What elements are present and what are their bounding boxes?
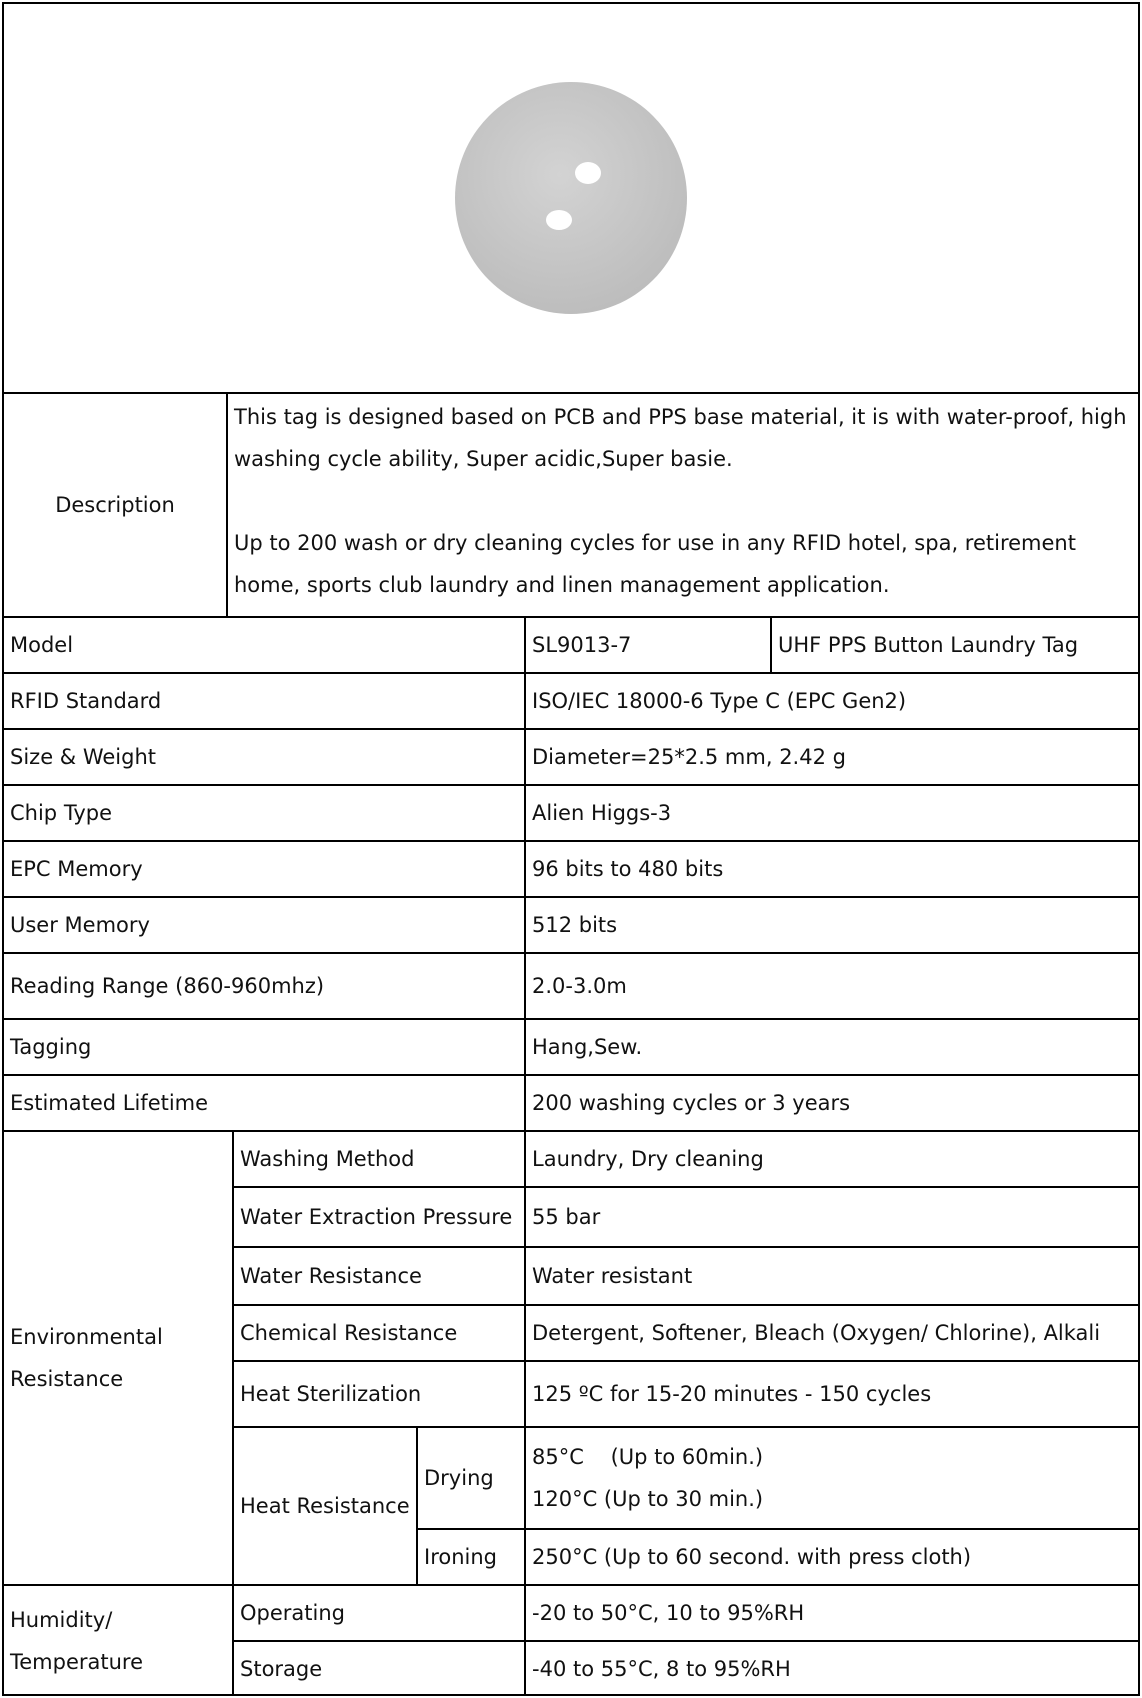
description-label: Description <box>55 493 175 517</box>
env-label-text: Heat Sterilization <box>240 1382 422 1406</box>
spec-value-text: 200 washing cycles or 3 years <box>532 1091 851 1115</box>
ironing-label: Ironing <box>424 1545 497 1569</box>
env-label-water-resistance <box>232 1246 524 1304</box>
spec-label-text: Tagging <box>10 1035 92 1059</box>
description-text-cell <box>226 392 1138 616</box>
env-label-text: Chemical Resistance <box>240 1321 458 1345</box>
heat-resistance-label-cell <box>232 1426 416 1584</box>
spec-value-rfid-standard <box>524 672 1138 728</box>
spec-label-estimated-lifetime <box>2 1074 524 1130</box>
env-value-text: Detergent, Softener, Bleach (Oxygen/ Chlorine), Alkali <box>532 1321 1101 1345</box>
spec-label-reading-range <box>2 952 524 1018</box>
description-paragraph-1: This tag is designed based on PCB and PPS base material, it is with water-proof, high washing cycle ability, Super acidic,Super basie. <box>234 405 1127 471</box>
table-bottom-border <box>2 1694 1140 1696</box>
env-label-text: Washing Method <box>240 1147 415 1171</box>
ironing-value: 250°C (Up to 60 second. with press cloth) <box>532 1545 972 1569</box>
spec-label-text: Chip Type <box>10 801 113 825</box>
spec-value-size-weight <box>524 728 1138 784</box>
model-name: UHF PPS Button Laundry Tag <box>778 633 1079 657</box>
spec-label-text: User Memory <box>10 913 150 937</box>
env-label-heat-sterilization <box>232 1360 524 1426</box>
spec-label-text: Estimated Lifetime <box>10 1091 209 1115</box>
humidity-label-text: Storage <box>240 1657 323 1681</box>
env-value-text: 125 ºC for 15-20 minutes - 150 cycles <box>532 1382 932 1406</box>
env-value-text: 55 bar <box>532 1205 601 1229</box>
environmental-resistance-label-cell <box>2 1130 232 1584</box>
spec-value-epc-memory <box>524 840 1138 896</box>
env-value-heat-sterilization <box>524 1360 1138 1426</box>
spec-value-user-memory <box>524 896 1138 952</box>
spec-value-text: Alien Higgs-3 <box>532 801 672 825</box>
model-code-cell <box>524 616 770 672</box>
spec-label-tagging <box>2 1018 524 1074</box>
env-label-washing-method <box>232 1130 524 1186</box>
spec-label-size-weight <box>2 728 524 784</box>
table-right-border <box>1138 2 1140 1696</box>
env-value-water-resistance <box>524 1246 1138 1304</box>
description-paragraph-2: Up to 200 wash or dry cleaning cycles for use in any RFID hotel, spa, retirement home, sports club laundry and linen management application. <box>234 531 1076 597</box>
spec-value-estimated-lifetime <box>524 1074 1138 1130</box>
model-code: SL9013-7 <box>532 633 632 657</box>
model-label-cell <box>2 616 524 672</box>
ironing-value-cell <box>524 1528 1138 1584</box>
env-label-water-extraction-pressure <box>232 1186 524 1246</box>
model-name-cell <box>770 616 1138 672</box>
spec-label-chip-type <box>2 784 524 840</box>
env-label-text: Water Extraction Pressure <box>240 1205 513 1229</box>
product-image-cell <box>2 2 1138 392</box>
spec-value-text: ISO/IEC 18000-6 Type C (EPC Gen2) <box>532 689 907 713</box>
spec-value-text: 2.0-3.0m <box>532 974 627 998</box>
environmental-label-line2: Resistance <box>10 1367 124 1391</box>
spec-value-reading-range <box>524 952 1138 1018</box>
humidity-value-storage <box>524 1640 1138 1696</box>
drying-label: Drying <box>424 1466 494 1490</box>
description-label-cell <box>2 392 226 616</box>
humidity-value-operating <box>524 1584 1138 1640</box>
laundry-button-tag-icon <box>446 73 696 323</box>
humidity-value-text: -40 to 55°C, 8 to 95%RH <box>532 1657 791 1681</box>
env-value-washing-method <box>524 1130 1138 1186</box>
drying-value-cell <box>524 1426 1138 1528</box>
humidity-label-storage <box>232 1640 524 1696</box>
drying-value-line2: 120°C (Up to 30 min.) <box>532 1487 764 1511</box>
spec-label-epc-memory <box>2 840 524 896</box>
spec-value-text: Diameter=25*2.5 mm, 2.42 g <box>532 745 846 769</box>
drying-value-line1: 85°C (Up to 60min.) <box>532 1445 764 1469</box>
environmental-label-line1: Environmental <box>10 1325 163 1349</box>
spec-label-text: Reading Range (860-960mhz) <box>10 974 325 998</box>
spec-label-rfid-standard <box>2 672 524 728</box>
env-label-text: Water Resistance <box>240 1264 422 1288</box>
heat-resistance-label: Heat Resistance <box>240 1494 410 1518</box>
spec-label-text: Size & Weight <box>10 745 156 769</box>
humidity-temperature-label-cell <box>2 1584 232 1696</box>
spec-value-text: 512 bits <box>532 913 618 937</box>
humidity-value-text: -20 to 50°C, 10 to 95%RH <box>532 1601 805 1625</box>
spec-value-text: Hang,Sew. <box>532 1035 643 1059</box>
spec-label-text: EPC Memory <box>10 857 143 881</box>
humidity-label-text: Operating <box>240 1601 345 1625</box>
spec-value-tagging <box>524 1018 1138 1074</box>
model-label: Model <box>10 633 74 657</box>
humidity-label-line2: Temperature <box>10 1650 144 1674</box>
env-value-text: Water resistant <box>532 1264 693 1288</box>
env-value-text: Laundry, Dry cleaning <box>532 1147 764 1171</box>
env-value-chemical-resistance <box>524 1304 1138 1360</box>
ironing-label-cell <box>416 1528 524 1584</box>
humidity-label-operating <box>232 1584 524 1640</box>
env-value-water-extraction-pressure <box>524 1186 1138 1246</box>
spec-value-text: 96 bits to 480 bits <box>532 857 724 881</box>
humidity-label-line1: Humidity/ <box>10 1608 113 1632</box>
env-label-chemical-resistance <box>232 1304 524 1360</box>
drying-label-cell <box>416 1426 524 1528</box>
spec-label-user-memory <box>2 896 524 952</box>
spec-label-text: RFID Standard <box>10 689 162 713</box>
spec-value-chip-type <box>524 784 1138 840</box>
